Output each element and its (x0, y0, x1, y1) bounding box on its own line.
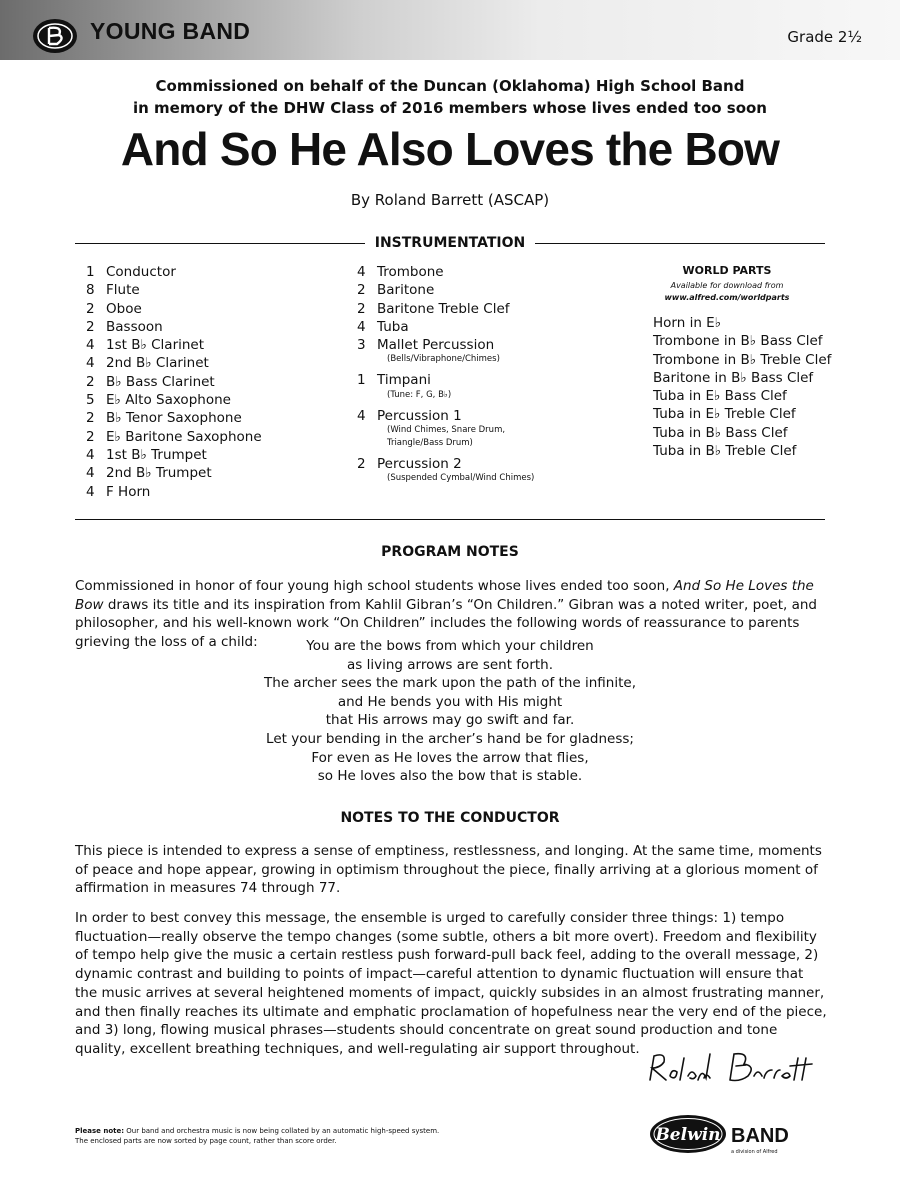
quantity: 4 (86, 446, 95, 463)
instrument-name: Percussion 1 (377, 407, 462, 424)
instrument-name: Mallet Percussion (377, 337, 495, 354)
instrument-row (86, 354, 262, 372)
poem (0, 637, 900, 786)
instrument-list-1 (86, 263, 262, 501)
belwin-band-logo (648, 1112, 828, 1156)
instrument-name: 2nd B♭ Clarinet (106, 355, 209, 372)
grade-label: Grade 2½ (787, 28, 862, 46)
quantity: 2 (357, 300, 366, 317)
quantity: 2 (86, 300, 95, 317)
poem-line: that His arrows may go swift and far. (325, 712, 575, 729)
quantity: 8 (86, 282, 95, 299)
poem-line: as living arrows are sent forth. (346, 656, 554, 673)
world-parts-list (653, 314, 831, 460)
quantity: 1 (357, 372, 366, 389)
poem-line: The archer sees the mark upon the path of the infinite, (264, 675, 636, 692)
conductor-notes-paragraph: In order to best convey this message, the ensemble is urged to carefully consider three things: 1) tempo fluctuation—really observe the tempo changes (some subtle, others a bit more overt). Freedom and flexibility of tempo help give the music a certain restless push forward-pull back feel, adding to the overall message, 2) dynamic contrast and building to points of impact—careful attention to dynamic fluctuation will ensure that the music arrives at several heightened moments of impact, quickly subsides in an almost frustrating manner, and then finally reaches its ultimate and emphatic proclamation of hopefulness near the very end of the piece, and 3) long, flowing musical phrases—students should concentrate on great sound production and tone quality, excellent breathing techniques, and well-regulating air support throughout. (75, 910, 827, 1057)
page-title: And So He Also Loves the Bow (120, 123, 780, 175)
quantity: 4 (86, 483, 95, 500)
instrument-name: Baritone Treble Clef (377, 300, 510, 317)
world-part-item: Tuba in E♭ Bass Clef (653, 388, 787, 405)
instrument-name: Baritone (377, 282, 435, 299)
commission-line: in memory of the DHW Class of 2016 members whose lives ended too soon (132, 99, 767, 117)
header-band (0, 0, 900, 60)
instrument-detail: (Wind Chimes, Snare Drum, (387, 425, 506, 436)
divider (75, 519, 825, 520)
poem-line: and He bends you with His might (337, 693, 563, 710)
quantity: 4 (86, 465, 95, 482)
commission-line: Commissioned on behalf of the Duncan (Oklahoma) High School Band (155, 77, 745, 95)
instrument-name: Timpani (377, 372, 431, 389)
quantity: 4 (357, 318, 366, 335)
world-part-item: Trombone in B♭ Bass Clef (653, 333, 823, 350)
instrument-row (357, 300, 534, 318)
quantity: 4 (86, 355, 95, 372)
instrument-detail: (Bells/Vibraphone/Chimes) (387, 354, 500, 365)
instrument-row (357, 371, 534, 389)
quantity: 2 (357, 282, 366, 299)
instrument-name: Tuba (377, 318, 409, 335)
instrument-name: Percussion 2 (377, 456, 462, 473)
quantity: 2 (86, 373, 95, 390)
instrument-row (86, 373, 262, 391)
instrument-row (86, 336, 262, 354)
world-parts-url[interactable]: www.alfred.com/worldparts (664, 293, 790, 302)
logo-text: Belwin (655, 1125, 721, 1145)
world-part-item: Tuba in B♭ Treble Clef (653, 443, 797, 460)
intro-text: draws its title and its inspiration from Kahlil Gibran’s “On Children.” Gibran was a noted writer, poet, and philosopher, and his well-known work “On Children” includes the following words of reassurance to parents grieving the loss of a child: (75, 596, 817, 651)
instrument-name: F Horn (106, 483, 151, 500)
poem-line: Let your bending in the archer’s hand be for gladness; (266, 730, 634, 747)
instrument-row (86, 263, 262, 281)
instrument-row (357, 407, 534, 425)
instrument-name: Flute (106, 282, 140, 299)
instrument-name: E♭ Baritone Saxophone (106, 428, 262, 445)
world-part-item: Tuba in E♭ Treble Clef (653, 406, 796, 423)
logo-tagline: a division of Alfred (731, 1149, 778, 1155)
instrument-row (357, 281, 534, 299)
instrument-name: 1st B♭ Clarinet (106, 337, 205, 354)
conductor-notes-heading: NOTES TO THE CONDUCTOR (340, 810, 560, 826)
poem-line: so He loves also the bow that is stable. (317, 768, 583, 785)
logo-text: BAND (731, 1125, 789, 1147)
program-notes-heading: PROGRAM NOTES (381, 544, 519, 560)
quantity: 5 (86, 392, 95, 409)
note-label: Please note: (75, 1127, 125, 1135)
conductor-notes-paragraph: This piece is intended to express a sense of emptiness, restlessness, and longing. At the same time, moments of peace and hope appear, growing in optimism throughout the piece, finally arriving at a glorious moment of affirmation in measures 74 through 77. (75, 843, 822, 897)
instrument-row (86, 409, 262, 427)
quantity: 4 (86, 337, 95, 354)
note-text: Our band and orchestra music is now being collated by an automatic high-speed system. (124, 1127, 440, 1135)
instrument-row (86, 318, 262, 336)
world-parts-availability: Available for download from (670, 281, 784, 290)
instrument-name: Oboe (106, 300, 142, 317)
quantity: 1 (86, 264, 95, 280)
instrument-name: 1st B♭ Trumpet (106, 446, 207, 463)
quantity: 2 (357, 456, 366, 473)
section-heading: INSTRUMENTATION (374, 235, 526, 251)
instrument-name: B♭ Bass Clarinet (106, 373, 215, 390)
quantity: 3 (357, 337, 366, 354)
instrument-row (86, 391, 262, 409)
composer-signature (640, 1046, 815, 1088)
instrument-list-2 (357, 263, 534, 486)
world-part-item: Trombone in B♭ Treble Clef (653, 351, 832, 368)
world-parts-heading: WORLD PARTS (682, 264, 772, 277)
instrument-name: E♭ Alto Saxophone (106, 392, 231, 409)
work-title: And So He Loves the Bow (75, 578, 814, 613)
quantity: 4 (357, 264, 366, 280)
quantity: 4 (357, 407, 366, 424)
quantity: 2 (86, 410, 95, 427)
young-band-logo (31, 16, 79, 56)
commission-text (0, 75, 900, 119)
quantity: 2 (86, 428, 95, 445)
instrument-row (357, 263, 534, 281)
footer-note (75, 1126, 439, 1146)
instrument-name: 2nd B♭ Trumpet (106, 465, 212, 482)
instrument-row (86, 281, 262, 299)
quantity: 2 (86, 318, 95, 335)
instrument-row (357, 455, 534, 473)
instrument-detail: Triangle/Bass Drum) (387, 438, 473, 449)
instrument-name: Conductor (106, 264, 176, 280)
instrument-row (86, 428, 262, 446)
instrument-row (86, 483, 262, 501)
brand-name: YOUNG BAND (90, 18, 251, 44)
instrument-row (357, 318, 534, 336)
instrument-row (86, 446, 262, 464)
instrument-detail: (Tune: F, G, B♭) (387, 389, 452, 400)
world-part-item: Horn in E♭ (653, 315, 722, 331)
instrument-name: Bassoon (106, 318, 163, 335)
intro-text: Commissioned in honor of four young high school students whose lives ended too soon, (75, 578, 674, 594)
divider (535, 243, 825, 244)
poem-line: For even as He loves the arrow that flies, (311, 749, 589, 766)
poem-line: You are the bows from which your children (306, 638, 594, 654)
note-text: The enclosed parts are now sorted by page count, rather than score order. (75, 1137, 337, 1145)
instrument-row (86, 300, 262, 318)
world-part-item: Tuba in B♭ Bass Clef (653, 424, 788, 441)
composer-byline: By Roland Barrett (ASCAP) (350, 191, 550, 209)
divider (75, 243, 365, 244)
instrument-name: B♭ Tenor Saxophone (106, 410, 242, 427)
instrument-row (86, 464, 262, 482)
world-part-item: Baritone in B♭ Bass Clef (653, 369, 814, 386)
instrument-name: Trombone (377, 264, 444, 280)
instrumentation-heading (75, 232, 825, 254)
instrument-detail: (Suspended Cymbal/Wind Chimes) (387, 473, 535, 484)
instrument-row (357, 336, 534, 354)
